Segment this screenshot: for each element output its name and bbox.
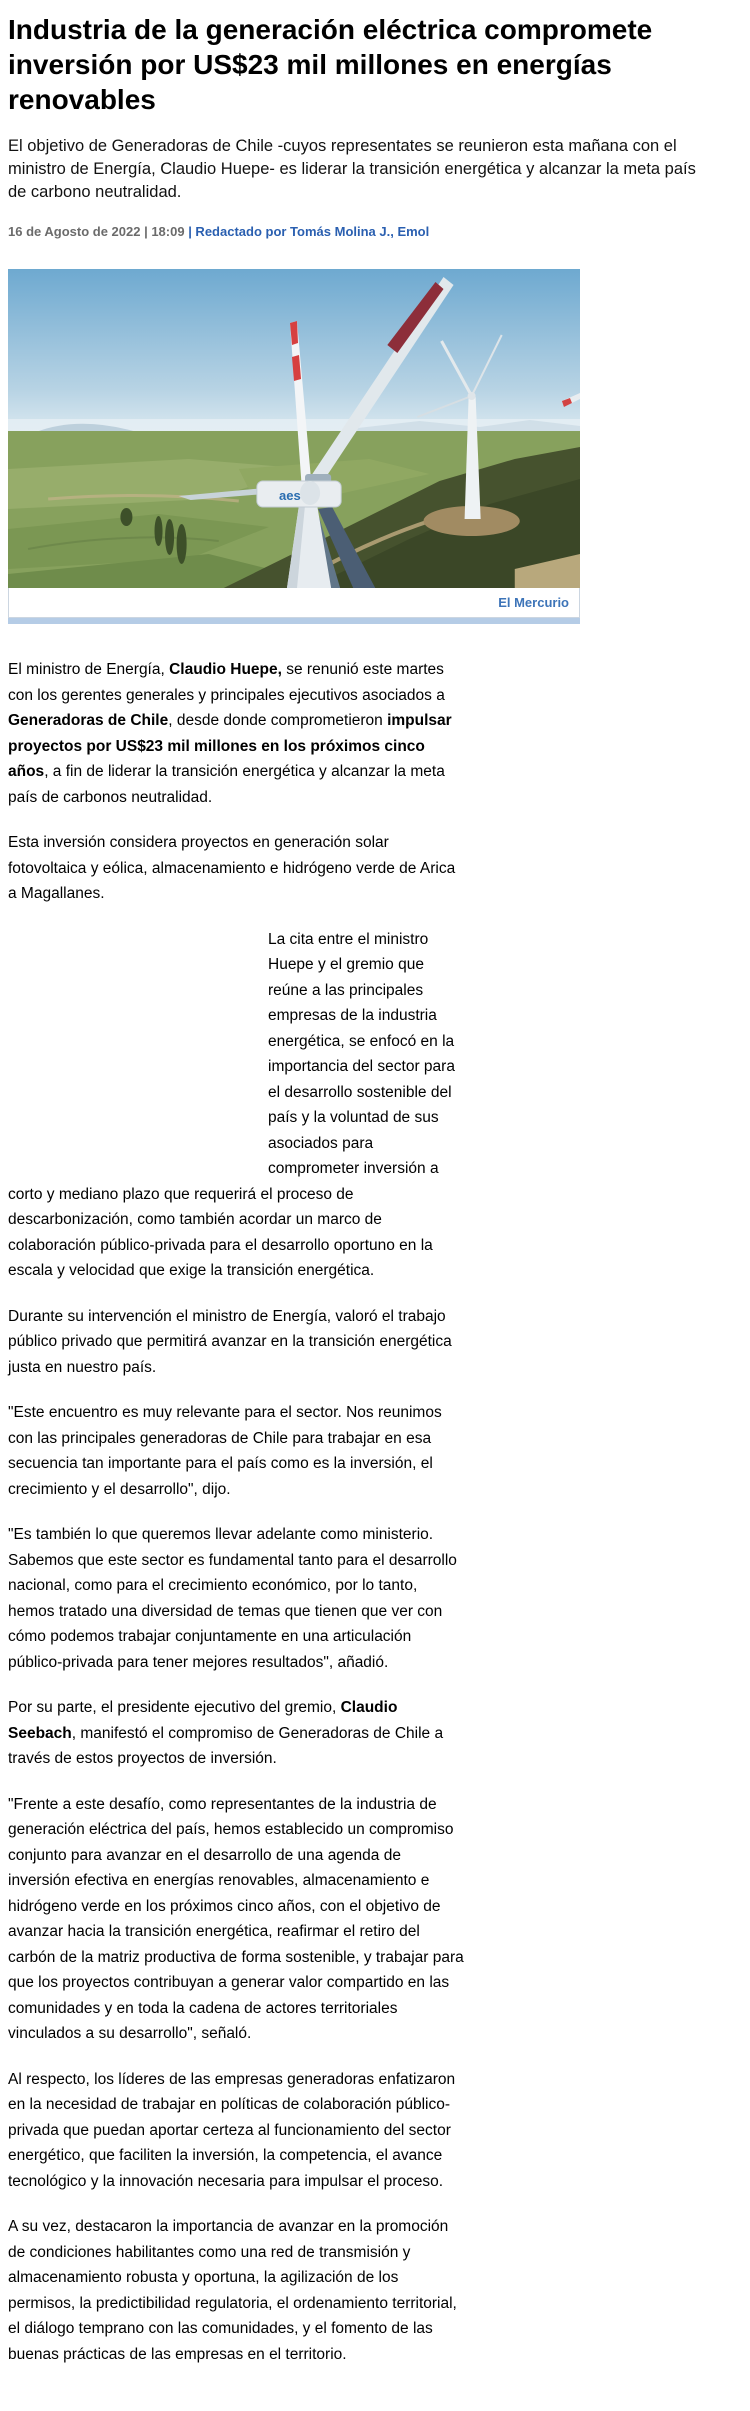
article-paragraph	[8, 830, 464, 907]
inline-embed-placeholder	[8, 927, 268, 1157]
paragraph-text: se renunió este martes con los gerentes generales y principales ejecutivos asociados a	[8, 661, 445, 704]
paragraph-text: A su vez, destacaron la importancia de avanzar en la promoción de condiciones habilitantes como una red de transmisión y almacenamiento robusta y oportuna, la agilización de los permisos, la predictibilidad regulatoria, el ordenamiento territorial, el diálogo temprano con las comunidades, y el fomento de las buenas prácticas de las empresas en el territorio.	[8, 2218, 457, 2363]
article-photo	[8, 269, 580, 588]
article-paragraph	[8, 657, 464, 810]
article-title: Industria de la generación eléctrica compromete inversión por US$23 mil millones en energías renovables	[8, 14, 653, 115]
article-paragraph	[8, 927, 464, 1284]
paragraph-text: , desde donde comprometieron	[168, 712, 388, 729]
article-paragraph	[8, 1522, 464, 1675]
paragraph-bold-text: Claudio Seebach	[8, 1699, 398, 1742]
aes-logo-text: aes	[278, 488, 301, 503]
paragraph-text: Por su parte, el presidente ejecutivo del gremio,	[8, 1699, 341, 1716]
article-photo-figure	[8, 269, 580, 624]
article-paragraph	[8, 1304, 464, 1381]
article-paragraph	[8, 1695, 464, 1772]
article-paragraph	[8, 2067, 464, 2195]
caption-bar	[8, 618, 580, 624]
article-date: 16 de Agosto de 2022 | 18:09	[8, 224, 189, 239]
byline-link[interactable]: | Redactado por Tomás Molina J., Emol	[188, 224, 430, 239]
paragraph-text: "Este encuentro es muy relevante para el sector. Nos reunimos con las principales generadoras de Chile para trabajar en esa secuencia tan importante para el país como es la inversión, el crecimiento y el desarrollo", dijo.	[8, 1404, 442, 1498]
paragraph-text: El ministro de Energía,	[8, 661, 170, 678]
paragraph-bold-text: impulsar proyectos por US$23 mil millones en los próximos cinco años	[8, 712, 452, 780]
paragraph-text: , manifestó el compromiso de Generadoras de Chile a través de estos proyectos de inversión.	[8, 1724, 444, 1767]
paragraph-bold-text: Claudio Huepe,	[169, 661, 282, 678]
paragraph-text: "Frente a este desafío, como representantes de la industria de generación eléctrica del país, hemos establecido un compromiso conjunto para avanzar en el desarrollo de una agenda de inversión efectiva en energías renovables, almacenamiento e hidrógeno verde en los próximos cinco años, con el objetivo de avanzar hacia la transición energética, reafirmar el retiro del carbón de la matriz productiva de forma sostenible, y trabajar para que los proyectos contribuyan a generar valor compartido en las comunidades y en toda la cadena de actores territoriales vinculados a su desarrollo", señaló.	[8, 1795, 464, 2042]
paragraph-bold-text: Generadoras de Chile	[8, 712, 169, 729]
paragraph-text: La cita entre el ministro Huepe y el gremio que reúne a las principales empresas de la industria energética, se enfocó en la importancia del sector para el desarrollo sostenible del país y la voluntad de sus asociados para comprometer inversión a corto y mediano plazo que requerirá el proceso de descarbonización, como también acordar un marco de colaboración público-privada para el desarrollo oportuno en la escala y velocidad que exige la transición energética.	[8, 930, 455, 1279]
paragraph-text: "Es también lo que queremos llevar adelante como ministerio. Sabemos que este sector es fundamental tanto para el desarrollo nacional, como para el crecimiento económico, por lo tanto, hemos tratado una diversidad de temas que tienen que ver con cómo podemos trabajar conjuntamente en una articulación público-privada para tener mejores resultados", añadió.	[8, 1526, 457, 1671]
article-paragraph	[8, 1792, 464, 2047]
paragraph-text: , a fin de liderar la transición energética y alcanzar la meta país de carbonos neutralidad.	[8, 763, 445, 806]
paragraph-text: Esta inversión considera proyectos en generación solar fotovoltaica y eólica, almacenamiento e hidrógeno verde de Arica a Magallanes.	[8, 834, 456, 902]
dateline	[8, 224, 750, 239]
article-body	[8, 657, 464, 2367]
paragraph-text: Durante su intervención el ministro de Energía, valoró el trabajo público privado que permitirá avanzar en la transición energética justa en nuestro país.	[8, 1307, 452, 1376]
paragraph-text: Al respecto, los líderes de las empresas generadoras enfatizaron en la necesidad de trabajar en políticas de colaboración público-privada que puedan aportar certeza al funcionamiento del sector energético, que faciliten la inversión, la competencia, el avance tecnológico y la innovación necesaria para impulsar el proceso.	[8, 2070, 456, 2190]
article-lede: El objetivo de Generadoras de Chile -cuyos representates se reunieron esta mañana con el ministro de Energía, Claudio Huepe- es liderar la transición energética y alcanzar la meta país de carbono neutralidad.	[8, 137, 696, 201]
photo-credit: El Mercurio	[498, 595, 569, 610]
photo-caption-box	[8, 588, 580, 618]
article-paragraph	[8, 2214, 464, 2367]
wind-turbines-photo	[8, 269, 580, 588]
article-paragraph	[8, 1400, 464, 1502]
